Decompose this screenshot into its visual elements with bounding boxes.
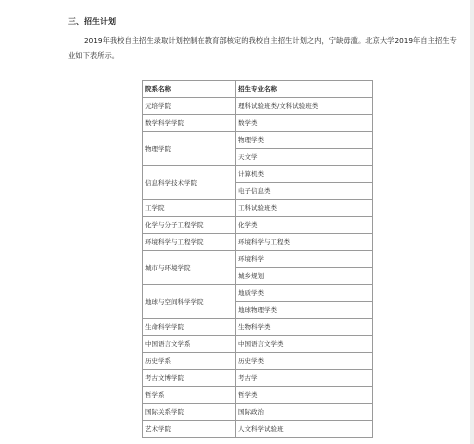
major-cell: 人文科学试验班 xyxy=(236,421,373,438)
school-cell: 信息科学技术学院 xyxy=(143,166,236,200)
table-row xyxy=(143,336,373,353)
table-row xyxy=(143,166,373,183)
school-cell: 化学与分子工程学院 xyxy=(143,217,236,234)
major-cell: 生物科学类 xyxy=(236,319,373,336)
table-row xyxy=(143,98,373,115)
table-row xyxy=(143,132,373,149)
school-cell: 环境科学与工程学院 xyxy=(143,234,236,251)
major-cell: 理科试验班类/文科试验班类 xyxy=(236,98,373,115)
table-row xyxy=(143,115,373,132)
table-row xyxy=(143,319,373,336)
major-cell: 环境科学与工程类 xyxy=(236,234,373,251)
school-cell: 城市与环境学院 xyxy=(143,251,236,285)
school-cell: 元培学院 xyxy=(143,98,236,115)
school-cell: 生命科学学院 xyxy=(143,319,236,336)
major-cell: 计算机类 xyxy=(236,166,373,183)
table-row xyxy=(143,404,373,421)
table-body xyxy=(143,98,373,438)
table-row xyxy=(143,353,373,370)
table-row xyxy=(143,387,373,404)
table-row xyxy=(143,370,373,387)
school-cell: 工学院 xyxy=(143,200,236,217)
major-cell: 历史学类 xyxy=(236,353,373,370)
table-row xyxy=(143,217,373,234)
major-cell: 国际政治 xyxy=(236,404,373,421)
school-cell: 国际关系学院 xyxy=(143,404,236,421)
major-cell: 考古学 xyxy=(236,370,373,387)
major-cell: 环境科学 xyxy=(236,251,373,268)
section-paragraph: 2019年我校自主招生录取计划控制在教育部核定的我校自主招生计划之内，宁缺毋滥。北京大学2019年自主招生专业如下表所示。 xyxy=(68,36,457,60)
table-row xyxy=(143,251,373,268)
table-header-row xyxy=(143,81,373,98)
school-cell: 中国语言文学系 xyxy=(143,336,236,353)
major-cell: 物理学类 xyxy=(236,132,373,149)
table-row xyxy=(143,200,373,217)
major-cell: 城乡规划 xyxy=(236,268,373,285)
school-cell: 历史学系 xyxy=(143,353,236,370)
school-cell: 艺术学院 xyxy=(143,421,236,438)
major-cell: 中国语言文学类 xyxy=(236,336,373,353)
school-cell: 哲学系 xyxy=(143,387,236,404)
major-cell: 化学类 xyxy=(236,217,373,234)
major-cell: 地质学类 xyxy=(236,285,373,302)
school-cell: 数学科学学院 xyxy=(143,115,236,132)
major-cell: 地球物理学类 xyxy=(236,302,373,319)
page-edge xyxy=(470,0,474,444)
school-cell: 考古文博学院 xyxy=(143,370,236,387)
major-cell: 工科试验班类 xyxy=(236,200,373,217)
school-cell: 地球与空间科学学院 xyxy=(143,285,236,319)
section-heading: 三、招生计划 xyxy=(68,17,116,26)
column-header-school: 院系名称 xyxy=(143,81,236,98)
major-cell: 哲学类 xyxy=(236,387,373,404)
enrollment-table xyxy=(142,80,373,438)
table-row xyxy=(143,234,373,251)
major-cell: 数学类 xyxy=(236,115,373,132)
major-cell: 电子信息类 xyxy=(236,183,373,200)
major-cell: 天文学 xyxy=(236,149,373,166)
column-header-major: 招生专业名称 xyxy=(236,81,373,98)
table-row xyxy=(143,285,373,302)
table-row xyxy=(143,421,373,438)
school-cell: 物理学院 xyxy=(143,132,236,166)
